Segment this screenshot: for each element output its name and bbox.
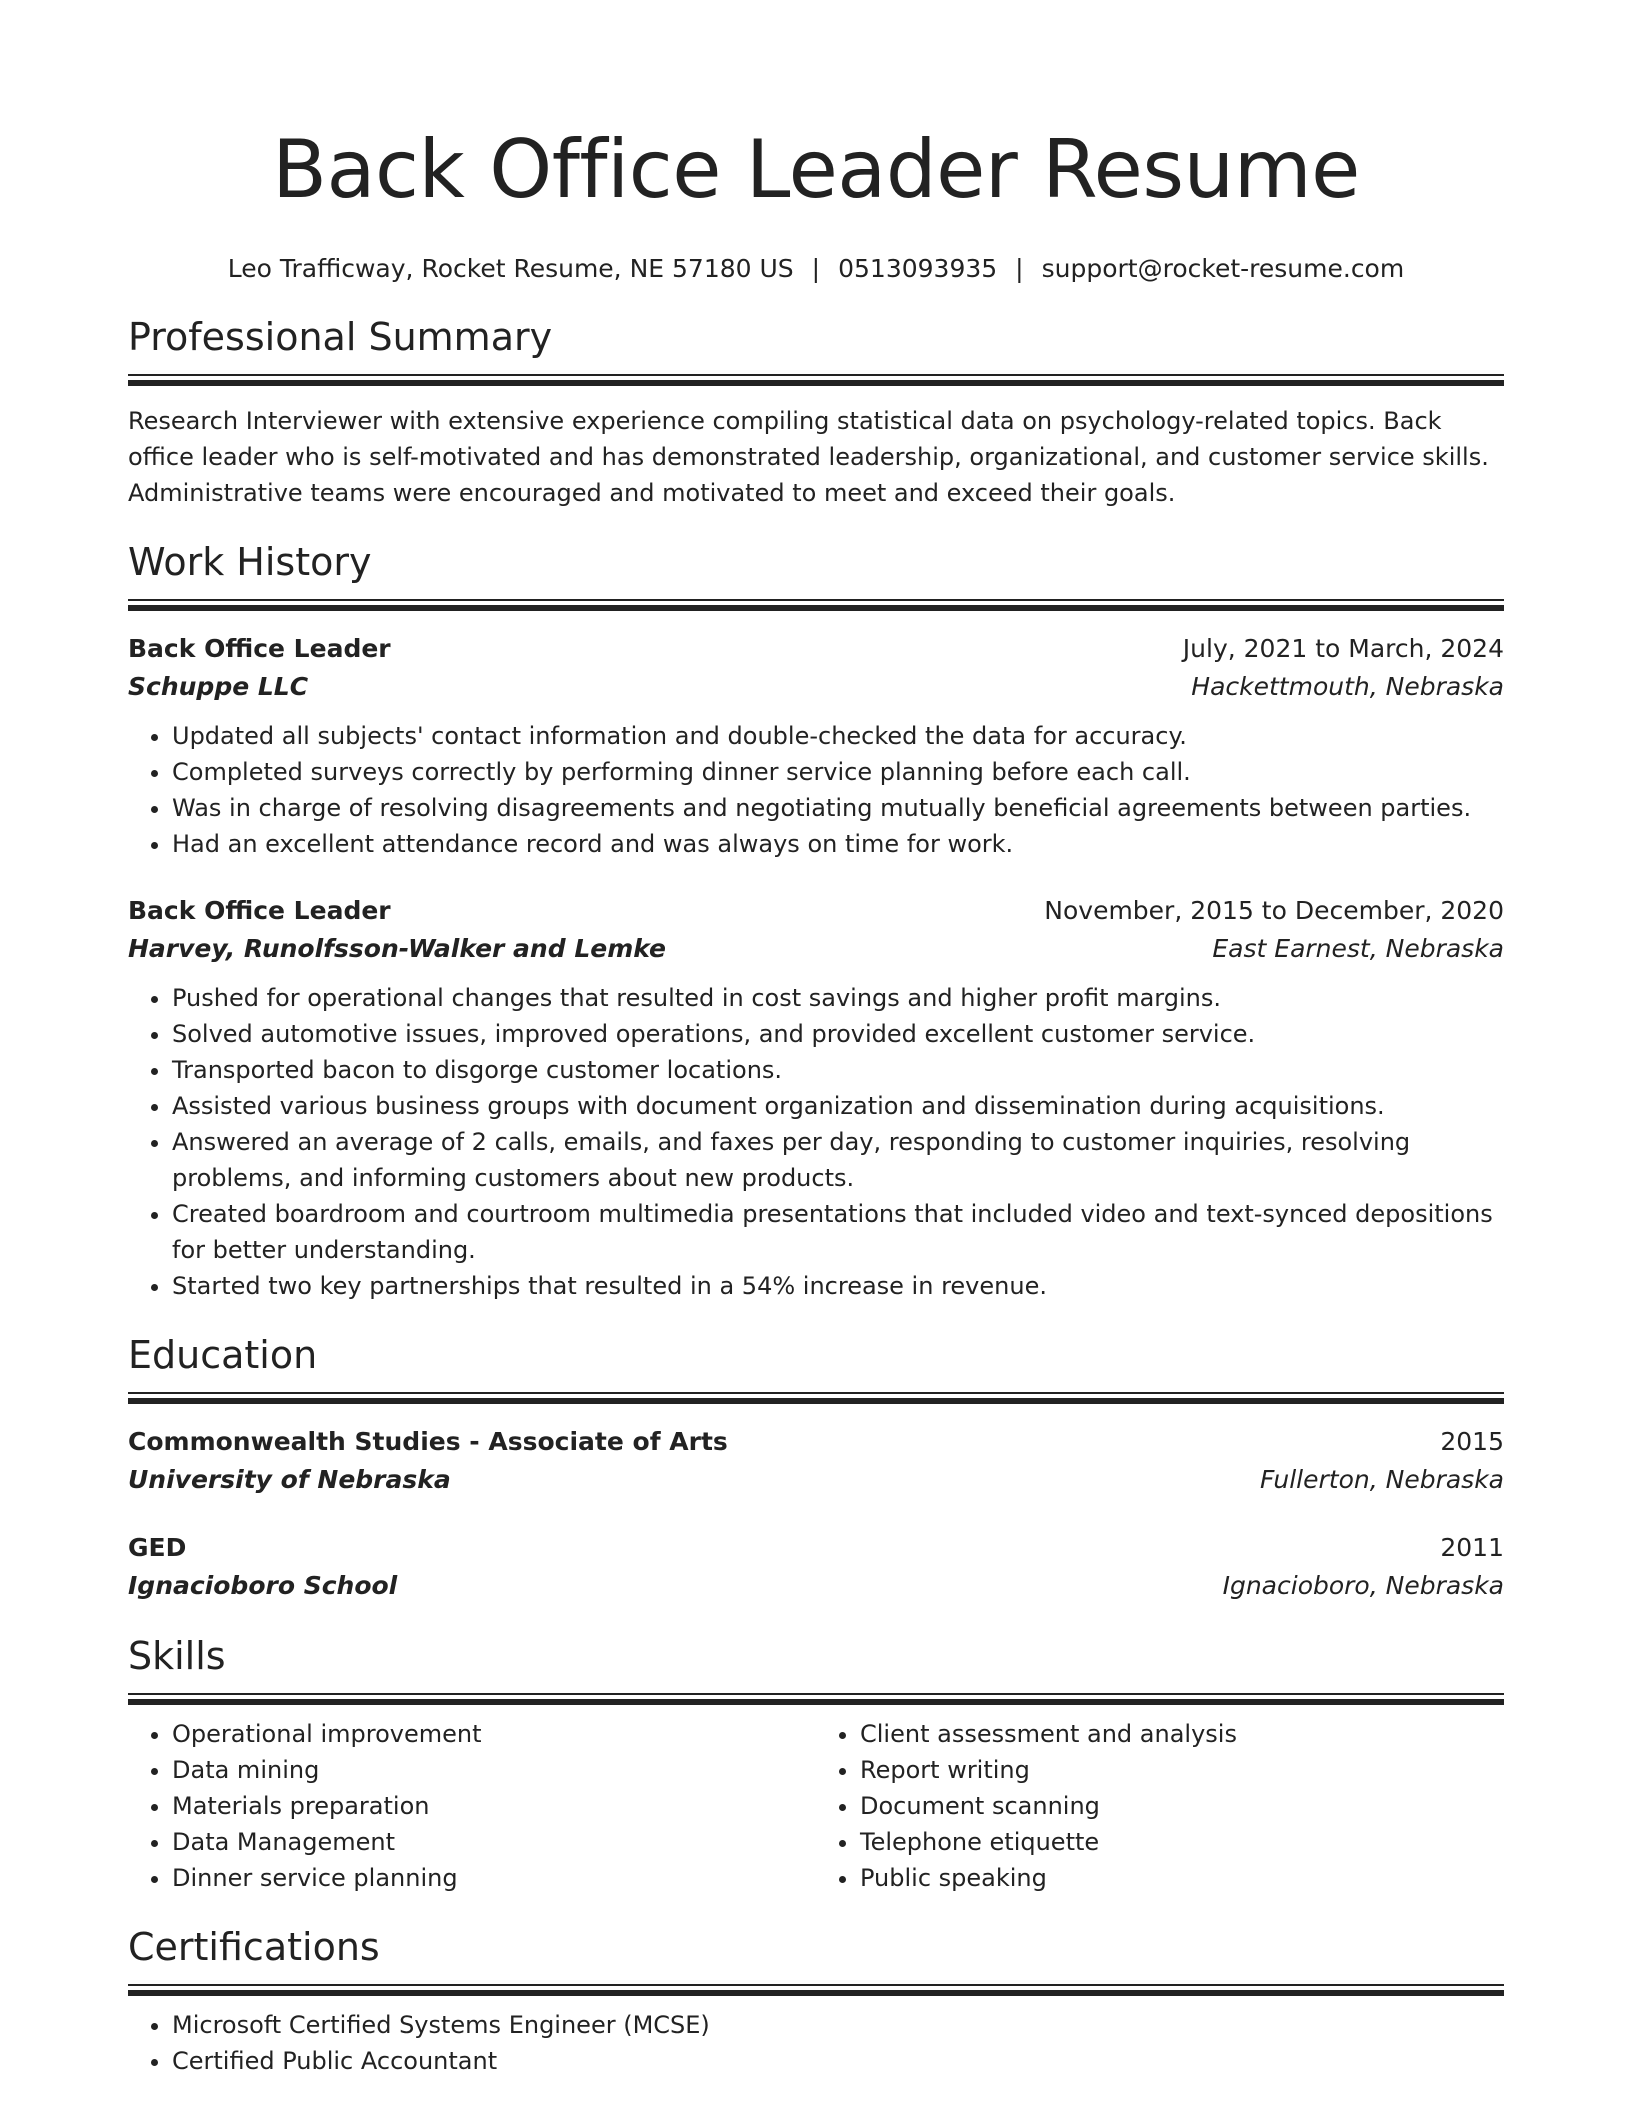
- skills-section: [128, 1631, 1504, 1896]
- list-item: • Had an excellent attendance record and was always on time for work.: [172, 826, 1504, 862]
- list-item: • Pushed for operational changes that resulted in cost savings and higher profit margins.: [172, 980, 1504, 1016]
- section-divider: [128, 374, 1504, 385]
- skill-item: • Telephone etiquette: [860, 1824, 1504, 1860]
- skill-item: • Document scanning: [860, 1788, 1504, 1824]
- section-divider: [128, 1392, 1504, 1403]
- job-company: Schuppe LLC: [128, 672, 309, 701]
- skill-item: • Data mining: [172, 1752, 816, 1788]
- certification-item: • Certified Public Accountant: [172, 2043, 1504, 2079]
- education-school: University of Nebraska: [128, 1465, 451, 1494]
- list-item: • Answered an average of 2 calls, emails, and faxes per day, responding to customer inquiries, resolving problems, and informing customers about new products.: [172, 1124, 1504, 1196]
- job-title: Back Office Leader: [128, 634, 391, 663]
- job-title: Back Office Leader: [128, 896, 391, 925]
- summary-section: [128, 312, 1504, 511]
- education-degree: Commonwealth Studies - Associate of Arts: [128, 1427, 728, 1456]
- contact-line: [128, 252, 1504, 286]
- section-divider: [128, 599, 1504, 610]
- skill-item: • Materials preparation: [172, 1788, 816, 1824]
- education-location: Fullerton, Nebraska: [1260, 1465, 1504, 1494]
- work-history-section: [128, 537, 1504, 1304]
- job-dates: November, 2015 to December, 2020: [1044, 896, 1504, 925]
- skill-item: • Public speaking: [860, 1860, 1504, 1896]
- contact-separator: |: [811, 254, 821, 283]
- job-bullets: [128, 718, 1504, 862]
- section-heading: Professional Summary: [128, 315, 553, 359]
- section-heading: Certifications: [128, 1925, 380, 1969]
- list-item: • Was in charge of resolving disagreements and negotiating mutually beneficial agreements between parties.: [172, 790, 1504, 826]
- education-year: 2015: [1440, 1427, 1504, 1456]
- job-bullets: [128, 980, 1504, 1304]
- resume-page: [128, 0, 1504, 2079]
- skill-item: • Operational improvement: [172, 1716, 816, 1752]
- section-divider: [128, 1693, 1504, 1704]
- skills-list-right: [816, 1716, 1504, 1896]
- section-heading: Work History: [128, 540, 372, 584]
- education-degree: GED: [128, 1533, 187, 1562]
- job-entry: [128, 630, 1504, 862]
- education-entry: [128, 1529, 1504, 1605]
- job-location: Hackettmouth, Nebraska: [1191, 672, 1504, 701]
- list-item: • Created boardroom and courtroom multimedia presentations that included video and text-synced depositions for better understanding.: [172, 1196, 1504, 1268]
- list-item: • Completed surveys correctly by performing dinner service planning before each call.: [172, 754, 1504, 790]
- summary-text: Research Interviewer with extensive experience compiling statistical data on psychology-related topics. Back office leader who is self-motivated and has demonstrated leadership, organizational, and customer service skills. Administrative teams were encouraged and motivated to meet and exceed their goals.: [128, 407, 1489, 507]
- resume-title: Back Office Leader Resume: [272, 123, 1360, 216]
- section-divider: [128, 1984, 1504, 1995]
- list-item: • Updated all subjects' contact information and double-checked the data for accuracy.: [172, 718, 1504, 754]
- education-location: Ignacioboro, Nebraska: [1222, 1571, 1504, 1600]
- education-year: 2011: [1440, 1533, 1504, 1562]
- job-location: East Earnest, Nebraska: [1212, 934, 1504, 963]
- skills-columns: [128, 1716, 1504, 1896]
- skill-item: • Report writing: [860, 1752, 1504, 1788]
- list-item: • Solved automotive issues, improved operations, and provided excellent customer service.: [172, 1016, 1504, 1052]
- certifications-list: [128, 2007, 1504, 2079]
- contact-phone: 0513093935: [838, 254, 998, 283]
- skill-item: • Client assessment and analysis: [860, 1716, 1504, 1752]
- certifications-section: [128, 1922, 1504, 2079]
- certification-item: • Microsoft Certified Systems Engineer (MCSE): [172, 2007, 1504, 2043]
- education-entry: [128, 1423, 1504, 1499]
- section-heading: Education: [128, 1333, 318, 1377]
- contact-separator: |: [1015, 254, 1024, 283]
- list-item: • Started two key partnerships that resulted in a 54% increase in revenue.: [172, 1268, 1504, 1304]
- education-section: [128, 1330, 1504, 1605]
- skills-list-left: [128, 1716, 816, 1896]
- job-dates: July, 2021 to March, 2024: [1182, 634, 1504, 663]
- list-item: • Assisted various business groups with document organization and dissemination during acquisitions.: [172, 1088, 1504, 1124]
- skill-item: • Data Management: [172, 1824, 816, 1860]
- job-entry: [128, 892, 1504, 1304]
- list-item: • Transported bacon to disgorge customer locations.: [172, 1052, 1504, 1088]
- contact-email: support@rocket-resume.com: [1041, 254, 1405, 283]
- skill-item: • Dinner service planning: [172, 1860, 816, 1896]
- contact-address: Leo Trafficway, Rocket Resume, NE 57180 US: [227, 254, 794, 283]
- education-school: Ignacioboro School: [128, 1571, 398, 1600]
- job-company: Harvey, Runolfsson-Walker and Lemke: [128, 934, 666, 963]
- section-heading: Skills: [128, 1634, 226, 1678]
